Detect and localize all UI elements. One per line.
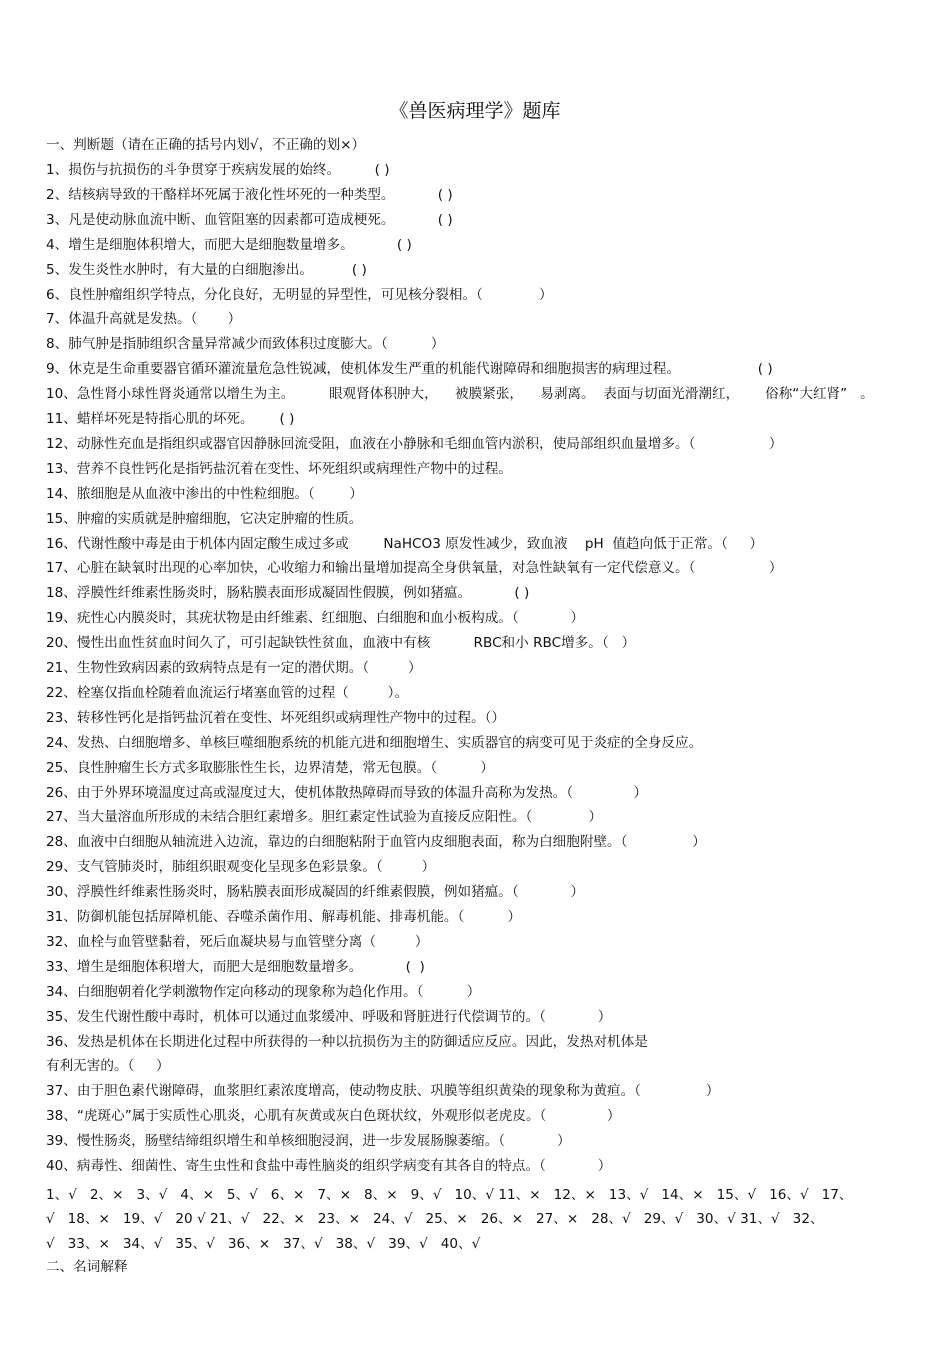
question-item: 40、病毒性、细菌性、寄生虫性和食盐中毒性脑炎的组织学病变有其各自的特点。（ ） xyxy=(46,1158,612,1174)
question-item: 25、良性肿瘤生长方式多取膨胀性生长，边界清楚，常无包膜。（ ） xyxy=(46,759,494,776)
question-item: 21、生物性致病因素的致病特点是有一定的潜伏期。（ ） xyxy=(46,660,422,676)
question-item: 9、休克是生命重要器官循环灌流量危急性锐减，使机体发生严重的机能代谢障碍和细胞损害的病理过程。 ( ) xyxy=(46,361,773,378)
question-item: 38、“虎斑心”属于实质性心肌炎，心肌有灰黄或灰白色斑状纹，外观形似老虎皮。（ ） xyxy=(46,1108,621,1125)
question-item: 22、栓塞仅指血栓随着血流运行堵塞血管的过程（ ）。 xyxy=(46,684,409,701)
answer-line: 1、√ 2、× 3、√ 4、× 5、√ 6、× 7、× 8、× 9、√ 10、√ 11、× 12、× 13、√ 14、× 15、√ 16、√ 17、 xyxy=(46,1187,853,1203)
question-item: 20、慢性出血性贫血时间久了，可引起缺铁性贫血，血液中有核 RBC和小 RBC增多。（ ） xyxy=(46,635,636,652)
question-item: 8、肺气肿是指肺组织含量异常减少而致体积过度膨大。（ ） xyxy=(46,336,445,353)
section-heading-terms: 二、名词解释 xyxy=(46,1259,128,1275)
section-heading-judgement: 一、判断题（请在正确的括号内划√，不正确的划×） xyxy=(46,137,366,153)
question-item: 24、发热、白细胞增多、单核巨噬细胞系统的机能亢进和细胞增生、实质器官的病变可见于炎症的全身反应。 xyxy=(46,734,703,751)
question-item: 12、动脉性充血是指组织或器官因静脉回流受阻，血液在小静脉和毛细血管内淤积，使局部组织血量增多。（ ） xyxy=(46,435,783,452)
question-item: 2、结核病导致的干酪样坏死属于液化性坏死的一种类型。 ( ) xyxy=(46,186,453,203)
question-item: 3、凡是使动脉血流中断、血管阻塞的因素都可造成梗死。 ( ) xyxy=(46,211,453,228)
question-item: 18、浮膜性纤维素性肠炎时，肠粘膜表面形成凝固性假膜，例如猪瘟。 ( ) xyxy=(46,585,530,602)
question-item: 35、发生代谢性酸中毒时，机体可以通过血浆缓冲、呼吸和肾脏进行代偿调节的。（ ） xyxy=(46,1008,612,1025)
question-item: 11、蜡样坏死是特指心肌的坏死。 ( ) xyxy=(46,411,295,427)
question-item: 28、血液中白细胞从轴流进入边流，靠边的白细胞粘附于血管内皮细胞表面，称为白细胞附壁。（ ） xyxy=(46,834,706,851)
question-item: 17、心脏在缺氧时出现的心率加快，心收缩力和输出量增加提高全身供氧量，对急性缺氧有一定代偿意义。（ ） xyxy=(46,560,783,577)
question-item: 31、防御机能包括屏障机能、吞噬杀菌作用、解毒机能、排毒机能。（ ） xyxy=(46,909,522,925)
question-item: 6、良性肿瘤组织学特点，分化良好，无明显的异型性，可见核分裂相。（ ） xyxy=(46,286,553,303)
question-item: 19、疣性心内膜炎时，其疣状物是由纤维素、红细胞、白细胞和血小板构成。（ ） xyxy=(46,610,585,627)
question-item: 37、由于胆色素代谢障碍，血浆胆红素浓度增高，使动物皮肤、巩膜等组织黄染的现象称为黄疸。（ ） xyxy=(46,1083,720,1100)
question-item: 4、增生是细胞体积增大，而肥大是细胞数量增多。 ( ) xyxy=(46,236,412,253)
question-item: 7、体温升高就是发热。（ ） xyxy=(46,311,242,328)
question-item: 30、浮膜性纤维素性肠炎时，肠粘膜表面形成凝固的纤维素假膜，例如猪瘟。（ ） xyxy=(46,884,585,901)
page-title: 《兽医病理学》题库 xyxy=(389,100,561,122)
question-item: 36、发热是机体在长期进化过程中所获得的一种以抗损伤为主的防御适应反应。因此，发热对机体是 xyxy=(46,1033,648,1050)
question-item: 15、肿瘤的实质就是肿瘤细胞，它决定肿瘤的性质。 xyxy=(46,510,363,527)
question-item: 13、营养不良性钙化是指钙盐沉着在变性、坏死组织或病理性产物中的过程。 xyxy=(46,460,512,477)
question-item: 1、损伤与抗损伤的斗争贯穿于疾病发展的始终。 ( ) xyxy=(46,162,390,178)
question-item: 32、血栓与血管壁黏着，死后血凝块易与血管壁分离（ ） xyxy=(46,933,429,950)
question-item: 14、脓细胞是从血液中渗出的中性粒细胞。（ ） xyxy=(46,485,363,502)
question-item: 16、代谢性酸中毒是由于机体内固定酸生成过多或 NaHCO3 原发性减少，致血液 pH 值趋向低于正常。（ ） xyxy=(46,535,764,552)
question-item: 有利无害的。（ ） xyxy=(46,1058,170,1075)
question-item: 33、增生是细胞体积增大，而肥大是细胞数量增多。 ( ) xyxy=(46,958,425,975)
question-item: 10、急性肾小球性肾炎通常以增生为主。 眼观肾体积肿大， 被膜紧张， 易剥离。 表面与切面光滑潮红， 俗称“大红肾” 。 xyxy=(46,386,874,403)
question-item: 23、转移性钙化是指钙盐沉着在变性、坏死组织或病理性产物中的过程。（） xyxy=(46,709,506,726)
question-item: 27、当大量溶血所形成的未结合胆红素增多。胆红素定性试验为直接反应阳性。（ ） xyxy=(46,809,603,826)
answer-line: √ 18、× 19、√ 20 √ 21、√ 22、× 23、× 24、√ 25、× 26、× 27、× 28、√ 29、√ 30、√ 31、√ 32、 xyxy=(46,1211,824,1227)
question-item: 5、发生炎性水肿时，有大量的白细胞渗出。 ( ) xyxy=(46,261,367,278)
question-item: 39、慢性肠炎，肠壁结缔组织增生和单核细胞浸润，进一步发展肠腺萎缩。（ ） xyxy=(46,1133,571,1150)
question-item: 34、白细胞朝着化学刺激物作定向移动的现象称为趋化作用。（ ） xyxy=(46,983,481,1000)
question-item: 26、由于外界环境温度过高或湿度过大，使机体散热障碍而导致的体温升高称为发热。（ ） xyxy=(46,784,648,801)
question-item: 29、支气管肺炎时，肺组织眼观变化呈现多色彩景象。（ ） xyxy=(46,859,436,876)
answer-line: √ 33、× 34、√ 35、√ 36、× 37、√ 38、√ 39、√ 40、√ xyxy=(46,1236,481,1252)
